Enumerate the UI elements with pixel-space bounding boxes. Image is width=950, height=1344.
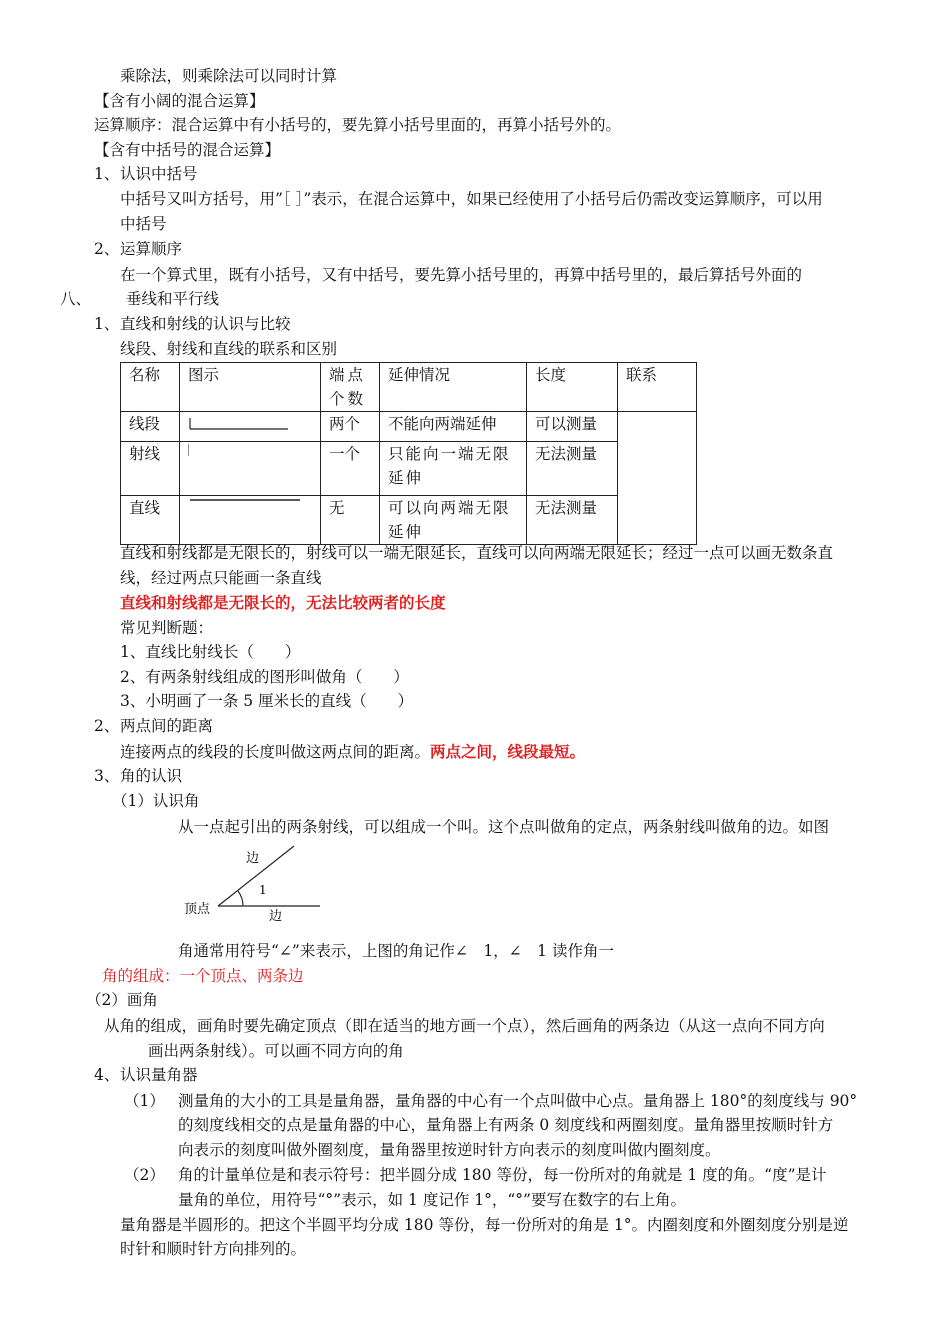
table-caption: 线段、射线和直线的联系和区别: [120, 340, 338, 358]
cell-name: 射线: [121, 442, 180, 496]
text-line: 乘除法，则乘除法可以同时计算: [120, 67, 338, 85]
text-line: 中括号又叫方括号，用”［ ］”表示，在混合运算中，如果已经使用了小括号后仍需改变运算顺序，可以用: [120, 190, 823, 208]
text-line: 从一点起引出的两条射线，可以组成一个叫。这个点叫做角的定点，两条射线叫做角的边。如图: [178, 818, 830, 836]
text-line: 角通常用符号“∠”来表示，上图的角记作∠ 1，∠ 1 读作角一: [178, 942, 614, 960]
text-line: 的刻度线相交的点是量角器的中心，量角器上有两条 0 刻度线和两圈刻度。量角器里按顺时针方: [178, 1116, 834, 1134]
highlight-note: 角的组成：一个顶点、两条边: [102, 967, 304, 985]
segment-figure: [180, 412, 321, 442]
text-line: 量角的单位，用符号“°”表示，如 1 度记作 1°，“°”要写在数字的右上角。: [178, 1191, 686, 1209]
list-number: 1、: [94, 165, 120, 183]
item-heading: 认识中括号: [120, 165, 198, 183]
text-line: 量角器是半圆形的。把这个半圆平均分成 180 等份，每一份所对的角是 1°。内圈刻度和外圈刻度分别是逆: [120, 1216, 849, 1234]
list-number: 4、: [94, 1066, 120, 1084]
text-line: 常见判断题：: [120, 619, 214, 637]
cell-length: 无法测量: [527, 496, 618, 545]
header-cell: 图示: [180, 363, 321, 412]
text-line: 从角的组成，画角时要先确定顶点（即在适当的地方画一个点），然后画角的两条边（从这一点向不同方向: [104, 1017, 825, 1035]
cell-extend: 不能向两端延伸: [380, 412, 527, 442]
paragraph-number: （1）: [124, 1092, 165, 1110]
segment-diagram: [188, 412, 298, 434]
item-heading: 运算顺序: [120, 240, 183, 258]
line-diagram: [188, 496, 312, 518]
text-line: 直线和射线都是无限长的，射线可以一端无限延长，直线可以向两端无限延长；经过一点可以画无数条直: [120, 544, 834, 562]
cell-endpoints: 无: [321, 496, 380, 545]
text-line: 测量角的大小的工具是量角器，量角器的中心有一个点叫做中心点。量角器上 180°的刻度线与 90°: [178, 1092, 858, 1110]
cell-endpoints: 两个: [321, 412, 380, 442]
header-cell: 联系: [618, 363, 697, 412]
cell-extend: 只能向一端无限延伸: [380, 442, 527, 496]
list-number: 3、: [94, 767, 120, 785]
chapter-title: 垂线和平行线: [126, 290, 220, 308]
ray-diagram: [188, 442, 312, 488]
comparison-table: [120, 362, 697, 545]
text-span: 连接两点的线段的长度叫做这两点间的距离。: [120, 743, 431, 761]
text-line: 中括号: [120, 215, 167, 233]
text-line: 时针和顺时针方向排列的。: [120, 1240, 307, 1258]
item-heading: 两点间的距离: [120, 717, 214, 735]
cell-name: 线段: [121, 412, 180, 442]
vertex-label: 顶点: [184, 902, 211, 917]
header-cell: 端点个数: [321, 363, 380, 412]
table-row: [121, 412, 697, 442]
subsection-heading: （1）认识角: [112, 792, 200, 810]
text-line: 画出两条射线）。可以画不同方向的角: [148, 1042, 404, 1060]
list-number: 2、: [94, 240, 120, 258]
quiz-item: 1、直线比射线长（ ）: [120, 643, 301, 661]
cell-length: 无法测量: [527, 442, 618, 496]
chapter-number: 八、: [60, 290, 92, 308]
text-line: [120, 740, 585, 764]
highlight-note: 直线和射线都是无限长的，无法比较两者的长度: [120, 593, 446, 612]
quiz-item: 2、有两条射线组成的图形叫做角（ ）: [120, 668, 409, 686]
item-heading: 认识量角器: [120, 1066, 198, 1084]
text-line: 向表示的刻度叫做外圈刻度，量角器里按逆时针方向表示的刻度叫做内圈刻度。: [178, 1141, 721, 1159]
cell-name: 直线: [121, 496, 180, 545]
ray-figure: [180, 442, 321, 496]
cell-extend: 可以向两端无限延伸: [380, 496, 527, 545]
cell-relation: [618, 412, 697, 545]
section-heading: 【含有小阔的混合运算】: [94, 92, 265, 110]
header-cell: 长度: [527, 363, 618, 412]
quiz-item: 3、小明画了一条 5 厘米长的直线（ ）: [120, 692, 414, 710]
cell-length: 可以测量: [527, 412, 618, 442]
text-line: 角的计量单位是和表示符号：把半圆分成 180 等份，每一份所对的角就是 1 度的角。“度”是计: [178, 1166, 827, 1184]
item-heading: 角的认识: [120, 767, 183, 785]
text-line: 运算顺序：混合运算中有小括号的，要先算小括号里面的，再算小括号外的。: [94, 116, 622, 134]
table-row: [121, 442, 697, 496]
angle-diagram: [178, 842, 328, 926]
list-number: 2、: [94, 717, 120, 735]
paragraph-number: （2）: [124, 1166, 165, 1184]
cell-endpoints: 一个: [321, 442, 380, 496]
subsection-heading: （2）画角: [86, 991, 158, 1009]
angle-label: 1: [259, 883, 267, 897]
side-label-top: 边: [246, 851, 260, 866]
header-cell: 名称: [121, 363, 180, 412]
table-header-row: [121, 363, 697, 412]
text-line: 线，经过两点只能画一条直线: [120, 569, 322, 587]
list-number: 1、: [94, 315, 120, 333]
text-line: 在一个算式里，既有小括号，又有中括号，要先算小括号里的，再算中括号里的，最后算括号外面的: [120, 266, 803, 284]
line-figure: [180, 496, 321, 545]
header-cell: 延伸情况: [380, 363, 527, 412]
side-label-bottom: 边: [269, 909, 283, 924]
section-heading: 【含有中括号的混合运算】: [94, 141, 281, 159]
item-heading: 直线和射线的认识与比较: [120, 315, 291, 333]
highlight-note: 两点之间，线段最短。: [430, 742, 586, 761]
table-row: [121, 496, 697, 545]
